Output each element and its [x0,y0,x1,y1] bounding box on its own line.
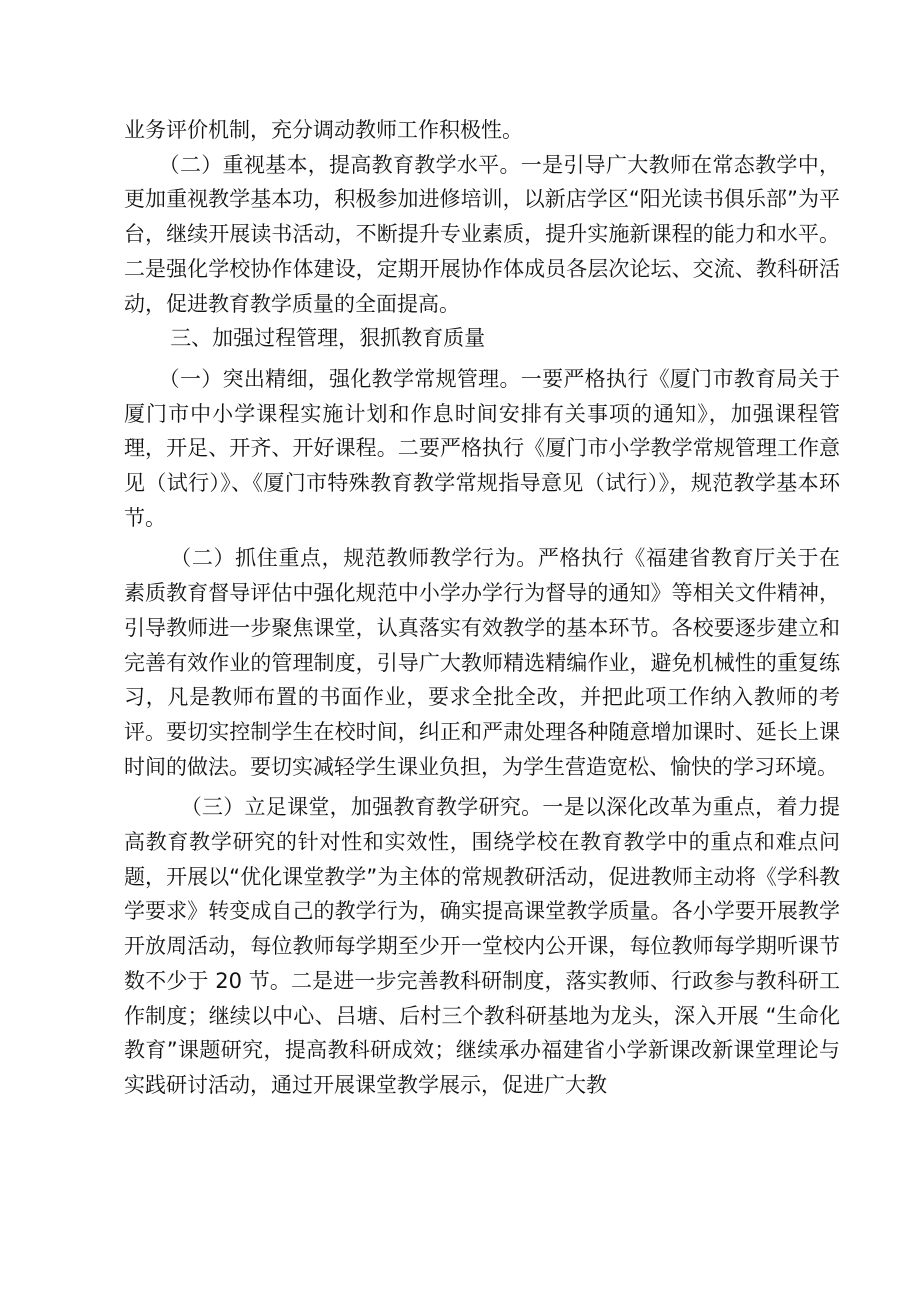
paragraph-evaluation-mechanism: 业务评价机制，充分调动教师工作积极性。 [124,118,523,142]
section-heading-process-management: 三、加强过程管理，狠抓教育质量 [170,326,486,351]
paragraph-teaching-level: （二）重视基本，提高教育教学水平。一是引导广大教师在常态教学中，更加重视教学基本功，积极参加进修培训，以新店学区“阳光读书俱乐部”为平台，继续开展读书活动，不断提升专业素质，提升实施新课程的能力和水平。二是强化学校协作体建设，定期开展协作体成员各层次论坛、交流、教科研活动，促进教育教学质量的全面提高。 [124,152,840,316]
paragraph-teaching-research: （三）立足课堂，加强教育教学研究。一是以深化改革为重点，着力提高教育教学研究的针对性和实效性，围绕学校在教育教学中的重点和难点问题，开展以“优化课堂教学”为主体的常规教研活动，促进教师主动将《学科教学要求》转变成自己的教学行为，确实提高课堂教学质量。各小学要开展教学开放周活动，每位教师每学期至少开一堂校内公开课，每位教师每学期听课节数不少于 20 节。二是进一步完善教科研制度，落实教师、行政参与教科研工作制度；继续以中心、吕塘、后村三个教科研基地为龙头，深入开展 “生命化教育”课题研究，提高教科研成效；继续承办福建省小学新课改新课堂理论与实践研讨活动，通过开展课堂教学展示，促进广大教 [124,795,840,1097]
document-body [124,113,840,1103]
paragraph-routine-management: （一）突出精细，强化教学常规管理。一要严格执行《厦门市教育局关于厦门市中小学课程实施计划和作息时间安排有关事项的通知》，加强课程管理，开足、开齐、开好课程。二要严格执行《厦门市小学教学常规管理工作意见（试行）》、《厦门市特殊教育教学常规指导意见（试行）》，规范教学基本环节。 [124,366,840,530]
paragraph-teaching-behavior: （二）抓住重点，规范教师教学行为。严格执行《福建省教育厅关于在素质教育督导评估中强化规范中小学办学行为督导的通知》等相关文件精神，引导教师进一步聚焦课堂，认真落实有效教学的基本环节。各校要逐步建立和完善有效作业的管理制度，引导广大教师精选精编作业，避免机械性的重复练习，凡是教师布置的书面作业，要求全批全改，并把此项工作纳入教师的考评。要切实控制学生在校时间，纠正和严肃处理各种随意增加课时、延长上课时间的做法。要切实减轻学生课业负担，为学生营造宽松、愉快的学习环境。 [124,546,840,779]
